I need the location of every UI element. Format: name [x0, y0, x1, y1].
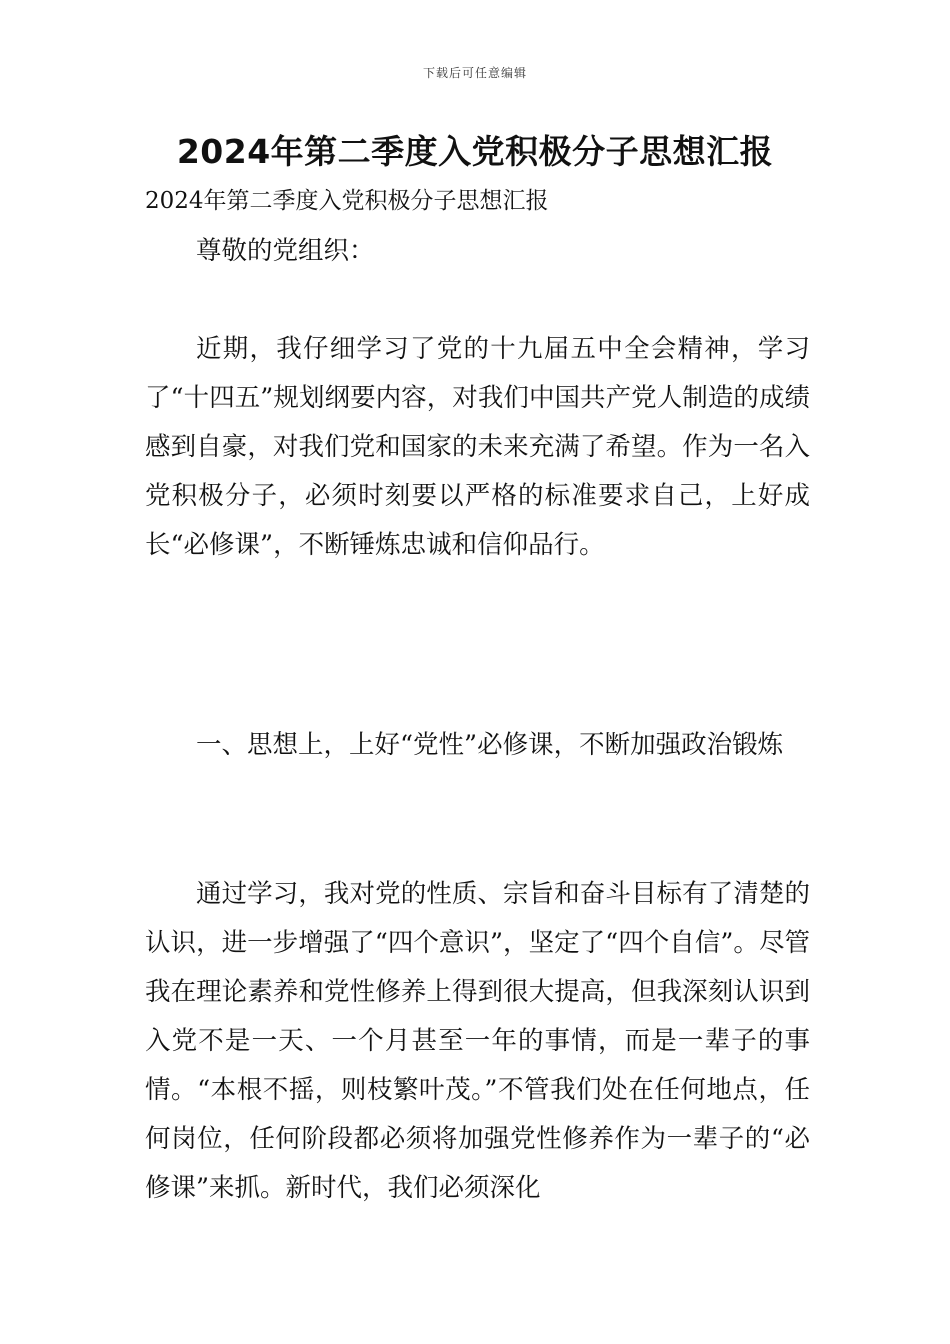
section1-heading: 一、思想上，上好“党性”必修课，不断加强政治锻炼	[196, 730, 784, 760]
section1-paragraph: 通过学习，我对党的性质、宗旨和奋斗目标有了清楚的认识，进一步增强了“四个意识”，坚定了“四个自信”。尽管我在理论素养和党性修养上得到很大提高，但我深刻认识到入党不是一天、一个月甚至一年的事情，而是一辈子的事情。“本根不摇，则枝繁叶茂。”不管我们处在任何地点，任何岗位，任何阶段都必须将加强党性修养作为一辈子的“必修课”来抓。新时代，我们必须深化	[145, 879, 810, 1203]
salutation: 尊敬的党组织：	[196, 236, 375, 266]
header-note: 下载后可任意编辑	[422, 66, 527, 80]
document-subtitle: 2024年第二季度入党积极分子思想汇报	[145, 188, 549, 214]
document-title: 2024年第二季度入党积极分子思想汇报	[176, 132, 774, 171]
intro-paragraph: 近期，我仔细学习了党的十九届五中全会精神，学习了“十四五”规划纲要内容，对我们中国共产党人制造的成绩感到自豪，对我们党和国家的未来充满了希望。作为一名入党积极分子，必须时刻要以严格的标准要求自己，上好成长“必修课”，不断锤炼忠诚和信仰品行。	[145, 334, 810, 560]
